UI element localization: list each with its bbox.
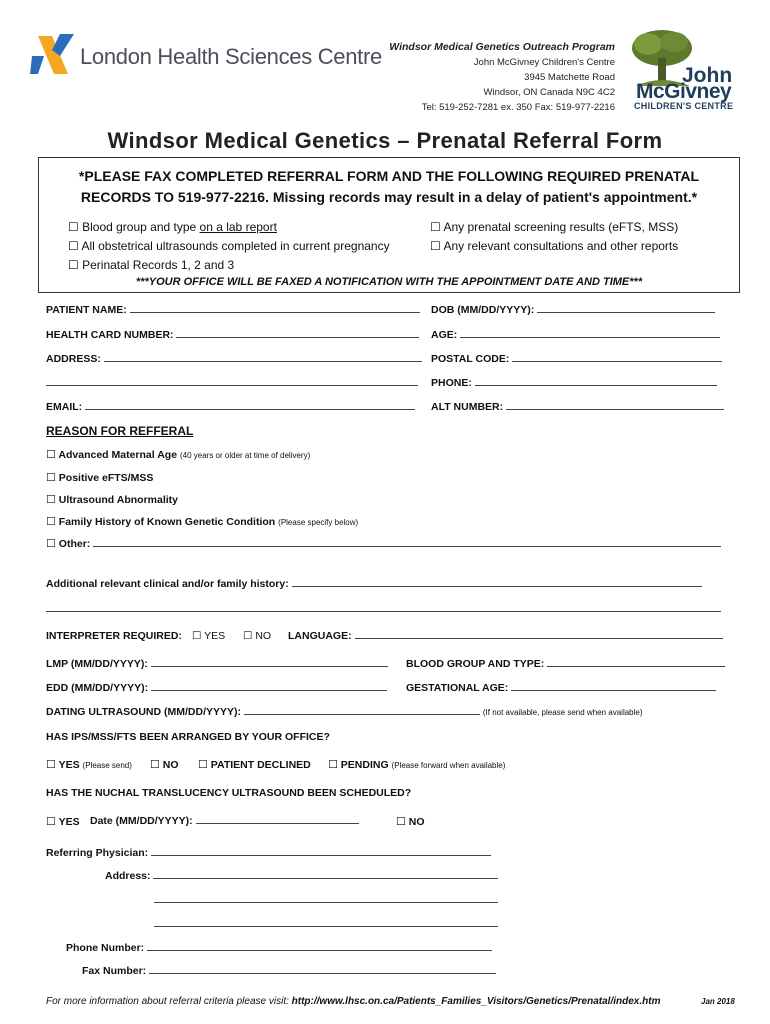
alt-number-label: ALT NUMBER:: [431, 401, 504, 413]
notice-line2: RECORDS TO 519-977-2216. Missing records may result in a delay of patient's appointment.*: [80, 189, 698, 205]
req-blood-group: [68, 220, 277, 234]
org-line2: John McGivney Children's Centre: [473, 57, 615, 68]
checkbox-icon[interactable]: ☐: [46, 759, 56, 771]
org-line3: 3945 Matchette Road: [524, 72, 615, 83]
ips-yes-note: (Please send): [82, 761, 132, 770]
checkbox-icon[interactable]: ☐: [328, 759, 338, 771]
reason-family-label: Family History of Known Genetic Condition: [58, 516, 276, 528]
notice-line1: *PLEASE FAX COMPLETED REFERRAL FORM AND THE FOLLOWING REQUIRED PRENATAL: [78, 168, 700, 184]
checkbox-icon[interactable]: ☐: [68, 258, 79, 272]
reason-ama: [46, 448, 310, 461]
physician-address-line3[interactable]: [154, 918, 498, 930]
office-note: ***YOUR OFFICE WILL BE FAXED A NOTIFICATION WITH THE APPOINTMENT DATE AND TIME***: [135, 276, 643, 288]
nuchal-date-label: Date (MM/DD/YYYY):: [90, 815, 193, 827]
ips-no-label: NO: [162, 759, 179, 771]
req-blood-link: on a lab report: [199, 220, 277, 234]
reason-ultrasound: [46, 493, 178, 506]
dating-note: (If not available, please send when available): [482, 708, 643, 717]
reason-efts-label: Positive eFTS/MSS: [58, 472, 154, 484]
age-label: AGE:: [431, 329, 458, 341]
email-field[interactable]: [46, 401, 415, 413]
interpreter-field: [46, 630, 182, 642]
ips-no[interactable]: [150, 758, 179, 771]
jm-childrens-centre: CHILDREN'S CENTRE: [634, 101, 734, 111]
health-card-label: HEALTH CARD NUMBER:: [46, 329, 174, 341]
physician-address-field[interactable]: [105, 870, 498, 882]
checkbox-icon[interactable]: ☐: [243, 630, 253, 642]
checkbox-icon[interactable]: ☐: [192, 630, 202, 642]
reason-ultrasound-label: Ultrasound Abnormality: [58, 494, 178, 506]
checkbox-icon[interactable]: ☐: [150, 759, 160, 771]
checkbox-icon[interactable]: ☐: [68, 239, 79, 253]
checkbox-icon[interactable]: ☐: [46, 538, 56, 550]
checkbox-icon[interactable]: ☐: [46, 516, 56, 528]
req-consults: [430, 239, 678, 253]
lhsc-name: London Health Sciences Centre: [80, 44, 382, 69]
history-field[interactable]: [46, 578, 702, 590]
address-field[interactable]: [46, 353, 422, 365]
req-consults-label: Any relevant consultations and other reports: [443, 239, 679, 253]
checkbox-icon[interactable]: ☐: [46, 494, 56, 506]
page-title: Windsor Medical Genetics – Prenatal Referral Form: [107, 128, 663, 153]
ips-question: HAS IPS/MSS/FTS BEEN ARRANGED BY YOUR OFFICE?: [46, 731, 330, 743]
dob-field[interactable]: [431, 304, 715, 316]
req-ultrasounds: [68, 239, 390, 253]
alt-number-field[interactable]: [431, 401, 724, 413]
footer-link[interactable]: http://www.lhsc.on.ca/Patients_Families_Visitors/Genetics/Prenatal/index.htm: [291, 996, 661, 1007]
footer-text: For more information about referral criteria please visit:: [46, 996, 292, 1007]
ips-pending[interactable]: [328, 758, 505, 771]
interpreter-no-label: NO: [255, 630, 272, 642]
footer-info: [46, 996, 660, 1007]
interpreter-yes-label: YES: [204, 630, 226, 642]
jm-mcgivney: McGivney: [636, 80, 732, 103]
edd-label: EDD (MM/DD/YYYY):: [46, 682, 149, 694]
ips-pending-label: PENDING: [340, 759, 389, 771]
gestational-age-field[interactable]: [406, 682, 716, 694]
blood-group-field[interactable]: [406, 658, 725, 670]
lmp-label: LMP (MM/DD/YYYY):: [46, 658, 148, 670]
postal-code-label: POSTAL CODE:: [431, 353, 510, 365]
physician-address-label: Address:: [105, 870, 151, 882]
reason-heading: REASON FOR REFFERAL: [46, 424, 194, 438]
postal-code-field[interactable]: [431, 353, 722, 365]
checkbox-icon[interactable]: ☐: [198, 759, 208, 771]
reason-ama-label: Advanced Maternal Age: [58, 449, 178, 461]
reason-ama-note: (40 years or older at time of delivery): [179, 451, 311, 460]
reason-other[interactable]: [46, 537, 721, 550]
history-label: Additional relevant clinical and/or family history:: [46, 578, 289, 590]
checkbox-icon[interactable]: ☐: [46, 472, 56, 484]
req-screening-label: Any prenatal screening results (eFTS, MSS): [443, 220, 679, 234]
age-field[interactable]: [431, 329, 720, 341]
jm-john: John: [682, 64, 733, 87]
edd-field[interactable]: [46, 682, 387, 694]
blood-group-label: BLOOD GROUP AND TYPE:: [406, 658, 545, 670]
req-blood-pre: Blood group and type: [82, 220, 200, 234]
req-ultrasounds-label: All obstetrical ultrasounds completed in current pregnancy: [81, 239, 390, 253]
physician-address-line2[interactable]: [154, 894, 498, 906]
lmp-field[interactable]: [46, 658, 388, 670]
patient-name-label: PATIENT NAME:: [46, 304, 127, 316]
address-line2-field[interactable]: [46, 377, 418, 389]
reason-efts: [46, 471, 153, 484]
language-field[interactable]: [288, 630, 723, 642]
req-perinatal: [68, 258, 234, 272]
referring-physician-label: Referring Physician:: [46, 847, 149, 859]
req-perinatal-label: Perinatal Records 1, 2 and 3: [82, 258, 235, 272]
interpreter-yes[interactable]: [192, 630, 225, 642]
org-line4: Windsor, ON Canada N9C 4C2: [483, 87, 615, 98]
org-line5: Tel: 519-252-7281 ex. 350 Fax: 519-977-2216: [421, 102, 615, 113]
physician-phone-field[interactable]: [66, 942, 492, 954]
footer-date: Jan 2018: [701, 997, 735, 1006]
nuchal-yes[interactable]: [46, 815, 80, 828]
referring-physician-field[interactable]: [46, 847, 491, 859]
lhsc-mark-icon: [30, 32, 76, 78]
nuchal-no[interactable]: [396, 815, 425, 828]
req-screening: [430, 220, 678, 234]
checkbox-icon[interactable]: ☐: [68, 220, 79, 234]
interpreter-no[interactable]: [243, 630, 271, 642]
nuchal-no-label: NO: [408, 816, 425, 828]
checkbox-icon[interactable]: ☐: [46, 449, 56, 461]
ips-yes[interactable]: [46, 758, 132, 771]
ips-declined-label: PATIENT DECLINED: [210, 759, 311, 771]
ips-pending-note: (Please forward when available): [391, 761, 506, 770]
checkbox-icon[interactable]: ☐: [430, 239, 441, 253]
nuchal-yes-label: YES: [58, 816, 80, 828]
nuchal-date-field[interactable]: [90, 815, 359, 827]
ips-declined[interactable]: [198, 758, 311, 771]
dating-ultrasound-label: DATING ULTRASOUND (MM/DD/YYYY):: [46, 706, 242, 718]
dating-ultrasound-field[interactable]: [46, 706, 643, 718]
interpreter-label: INTERPRETER REQUIRED:: [46, 630, 182, 642]
org-name: Windsor Medical Genetics Outreach Program: [389, 41, 615, 53]
patient-name-field[interactable]: [46, 304, 420, 316]
physician-fax-field[interactable]: [82, 965, 496, 977]
reason-family: [46, 515, 358, 528]
phone-field[interactable]: [431, 377, 717, 389]
checkbox-icon[interactable]: ☐: [396, 816, 406, 828]
health-card-field[interactable]: [46, 329, 419, 341]
gestational-age-label: GESTATIONAL AGE:: [406, 682, 509, 694]
language-label: LANGUAGE:: [288, 630, 352, 642]
physician-phone-label: Phone Number:: [66, 942, 145, 954]
email-label: EMAIL:: [46, 401, 83, 413]
checkbox-icon[interactable]: ☐: [46, 816, 56, 828]
org-address: [372, 40, 615, 115]
reason-other-label: Other:: [58, 538, 91, 550]
checkbox-icon[interactable]: ☐: [430, 220, 441, 234]
nuchal-question: HAS THE NUCHAL TRANSLUCENCY ULTRASOUND BEEN SCHEDULED?: [46, 787, 412, 799]
physician-fax-label: Fax Number:: [82, 965, 147, 977]
reason-family-note: (Please specify below): [278, 518, 359, 527]
history-line2[interactable]: [46, 603, 721, 615]
address-label: ADDRESS:: [46, 353, 101, 365]
phone-label: PHONE:: [431, 377, 472, 389]
ips-yes-label: YES: [58, 759, 80, 771]
dob-label: DOB (MM/DD/YYYY):: [431, 304, 535, 316]
